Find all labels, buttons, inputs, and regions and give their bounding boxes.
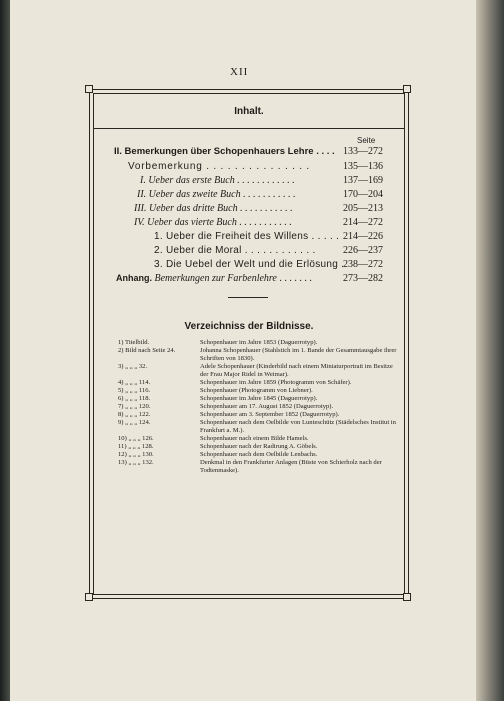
toc-leader: . . . . . . . . . . . .: [234, 175, 295, 186]
toc-leader: . . . . . . . . . . . . . . .: [202, 161, 310, 172]
portrait-ref: 8) „ „ „ 122.: [118, 411, 151, 418]
toc-entry: [100, 217, 400, 231]
toc-leader: . . . .: [313, 146, 335, 157]
portrait-ref: 3) „ „ „ 32.: [118, 363, 148, 370]
page-edge: [476, 0, 504, 701]
portrait-ref: 4) „ „ „ 114.: [118, 379, 151, 386]
toc-entry-title: IV. Ueber das vierte Buch: [134, 217, 237, 228]
toc-leader: . . . . . . .: [276, 273, 312, 284]
portrait-ref: 10) „ „ „ 126.: [118, 435, 154, 442]
toc-leader: . . . . . . . . . . . .: [241, 245, 316, 256]
frame-corner-ornament: [403, 85, 411, 93]
portrait-desc: Schopenhauer nach dem Oelbilde Lenbachs.: [200, 451, 318, 458]
portrait-desc: Adele Schopenhauer (Kinderbild nach einem Miniaturportrait im Besitze der Frau Major Ridel in Weimar).: [200, 363, 393, 378]
toc-entry: [100, 146, 400, 160]
toc-entry-title: I. Ueber das erste Buch: [140, 175, 235, 186]
toc-entry-pages: 238—272: [343, 259, 383, 270]
portrait-desc: Schopenhauer nach der Radirung A. Göbels.: [200, 443, 318, 450]
toc-entry-pages: 226—237: [343, 245, 383, 256]
section-divider: [228, 297, 268, 298]
portrait-desc: Schopenhauer nach dem Oelbilde von Lunteschütz (Städelsches Institut in Frankfurt a. M.).: [200, 419, 396, 434]
portrait-desc: Johanna Schopenhauer (Stahlstich im 1. Bande der Gesammtausgabe ihrer Schriften von 1830).: [200, 347, 397, 362]
page-column-label: Seite: [357, 136, 376, 145]
toc-entry-pages: 214—226: [343, 231, 383, 242]
portrait-desc: Schopenhauer (Photogramm von Liebner).: [200, 387, 313, 394]
toc-entry: [100, 245, 400, 259]
book-spine-shadow: [0, 0, 10, 701]
portrait-ref: 12) „ „ „ 130.: [118, 451, 154, 458]
toc-leader: .: [338, 259, 345, 270]
toc-entry-pages: 133—272: [343, 146, 383, 157]
portrait-ref: 13) „ „ „ 132.: [118, 459, 154, 466]
portrait-ref: 6) „ „ „ 118.: [118, 395, 151, 402]
toc-entry-title: III. Ueber das dritte Buch: [134, 203, 238, 214]
portrait-desc: Denkmal in den Frankfurter Anlagen (Büste von Schierholz nach der Todtenmaske).: [200, 459, 382, 474]
portrait-ref: 2) Bild nach Seite 24.: [118, 347, 176, 354]
toc-entry-title: Vorbemerkung: [128, 161, 203, 172]
frame-corner-ornament: [85, 593, 93, 601]
portrait-ref: 9) „ „ „ 124.: [118, 419, 151, 426]
toc-leader: . . . . . . . . . . .: [237, 203, 293, 214]
toc-entry: [100, 189, 400, 203]
toc-entry-pages: 273—282: [343, 273, 383, 284]
toc-entry-title: II. Ueber das zweite Buch: [137, 189, 241, 200]
toc-entry: [100, 273, 400, 287]
frame-corner-ornament: [85, 85, 93, 93]
toc-entry: [100, 231, 400, 245]
heading-rule: [93, 128, 405, 129]
portrait-ref: 1) Titelbild.: [118, 339, 150, 346]
frame-corner-ornament: [403, 593, 411, 601]
toc-entry: [100, 161, 400, 175]
toc-entry-pages: 170—204: [343, 189, 383, 200]
toc-entry-title: 2. Ueber die Moral: [154, 245, 242, 256]
toc-entry: [100, 203, 400, 217]
portrait-ref: 7) „ „ „ 120.: [118, 403, 151, 410]
toc-leader: . . . . . . . . . . .: [236, 217, 292, 228]
toc-leader: . . . . .: [308, 231, 340, 242]
portrait-ref: 5) „ „ „ 116.: [118, 387, 151, 394]
toc-entry: [100, 175, 400, 189]
toc-entry-title: 1. Ueber die Freiheit des Willens: [154, 231, 309, 242]
portrait-desc: Schopenhauer am 3. September 1852 (Daguerrotyp).: [200, 411, 340, 418]
contents-heading: Inhalt.: [234, 106, 264, 117]
toc-entry-title: Bemerkungen zur Farbenlehre: [154, 273, 277, 284]
toc-entry-title: 3. Die Uebel der Welt und die Erlösung: [154, 259, 339, 270]
portrait-ref: 11) „ „ „ 128.: [118, 443, 154, 450]
toc-entry-pages: 205—213: [343, 203, 383, 214]
portraits-heading: Verzeichniss der Bildnisse.: [184, 321, 314, 332]
portrait-desc: Schopenhauer im Jahre 1845 (Daguerrotyp).: [200, 395, 318, 402]
portrait-desc: Schopenhauer im Jahre 1853 (Daguerrotyp).: [200, 339, 318, 346]
toc-entry: [100, 259, 400, 273]
portrait-desc: Schopenhauer im Jahre 1859 (Photogramm von Schäfer).: [200, 379, 352, 386]
toc-leader: . . . . . . . . . . .: [240, 189, 296, 200]
toc-entry-pages: 137—169: [343, 175, 383, 186]
portrait-desc: Schopenhauer am 17. August 1852 (Daguerrotyp).: [200, 403, 334, 410]
portrait-desc: Schopenhauer nach einem Bilde Hamels.: [200, 435, 309, 442]
toc-entry-pages: 135—136: [343, 161, 383, 172]
toc-entry-prefix: Anhang.: [116, 273, 152, 283]
page-number: XII: [230, 66, 249, 78]
toc-entry-pages: 214—272: [343, 217, 383, 228]
toc-entry-title: II. Bemerkungen über Schopenhauers Lehre: [114, 146, 314, 157]
